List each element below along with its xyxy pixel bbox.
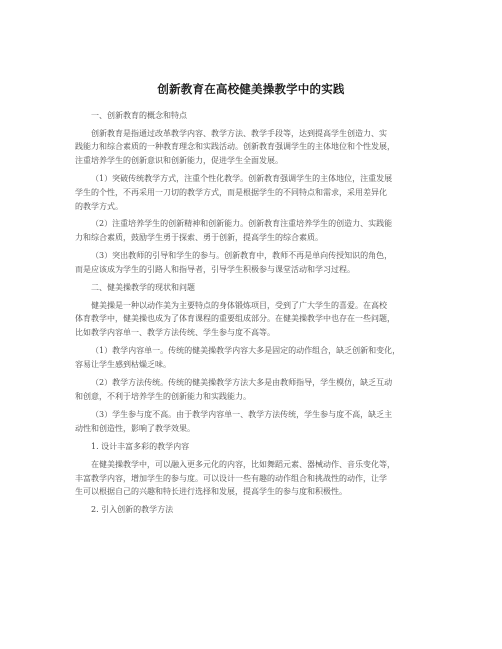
- section-heading: 二、健美操教学的现状和问题: [91, 283, 195, 292]
- paragraph-line: 健美操是一种以动作美为主要特点的身体锻炼项目，受到了广大学生的喜爱。在高校: [91, 301, 387, 310]
- paragraph-line: 生可以根据自己的兴趣和特长进行选择和发展，提高学生的参与度和积极性。: [75, 487, 347, 496]
- subsection-heading: 2. 引入创新的教学方法: [91, 505, 174, 514]
- paragraph-line: （1）突破传统教学方式，注重个性化教学。创新教育强调学生的主体地位，注重发展: [91, 174, 393, 183]
- paragraph-line: （2）教学方法传统。传统的健美操教学方法大多是由教师指导，学生模仿，缺乏互动: [91, 378, 393, 387]
- paragraph-line: 的教学方式。: [75, 202, 123, 211]
- paragraph-line: 丰富教学内容，增加学生的参与度。可以设计一些有趣的动作组合和挑战性的动作，让学: [75, 474, 387, 483]
- section-heading: 一、创新教育的概念和特点: [91, 111, 187, 120]
- paragraph-line: （2）注重培养学生的创新精神和创新能力。创新教育注重培养学生的创造力、实践能: [91, 219, 393, 228]
- paragraph-line: （1）教学内容单一。传统的健美操教学内容大多是固定的动作组合，缺乏创新和变化，: [91, 346, 401, 355]
- document-title: 创新教育在高校健美操教学中的实践: [157, 82, 345, 96]
- paragraph-line: 创新教育是指通过改革教学内容、教学方法、教学手段等，达到提高学生创造力、实: [91, 129, 387, 138]
- paragraph-line: （3）突出教师的引导和学生的参与。创新教育中，教师不再是单向传授知识的角色，: [91, 251, 393, 260]
- paragraph-line: 而是应该成为学生的引路人和指导者，引导学生积极参与课堂活动和学习过程。: [75, 265, 355, 274]
- subsection-heading: 1. 设计丰富多彩的教学内容: [91, 442, 190, 451]
- paragraph-line: 容易让学生感到枯燥乏味。: [75, 360, 171, 369]
- paragraph-line: 力和综合素质，鼓励学生勇于探索、勇于创新，提高学生的综合素质。: [75, 233, 323, 242]
- paragraph-line: 比如教学内容单一、教学方法传统、学生参与度不高等。: [75, 328, 275, 337]
- paragraph-line: （3）学生参与度不高。由于教学内容单一、教学方法传统，学生参与度不高，缺乏主: [91, 410, 393, 419]
- paragraph-line: 体育教学中，健美操也成为了体育课程的重要组成部分。在健美操教学中也存在一些问题，: [75, 314, 395, 323]
- paragraph-line: 践能力和综合素质的一种教育理念和实践活动。创新教育强调学生的主体地位和个性发展，: [75, 142, 395, 151]
- paragraph-line: 在健美操教学中，可以融入更多元化的内容，比如舞蹈元素、器械动作、音乐变化等，: [91, 460, 395, 469]
- paragraph-line: 注重培养学生的创新意识和创新能力，促进学生全面发展。: [75, 156, 283, 165]
- paragraph-line: 学生的个性，不再采用一刀切的教学方式，而是根据学生的不同特点和需求，采用差异化: [75, 188, 387, 197]
- paragraph-line: 和创意，不利于培养学生的创新能力和实践能力。: [75, 392, 251, 401]
- paragraph-line: 动性和创造性，影响了教学效果。: [75, 424, 195, 433]
